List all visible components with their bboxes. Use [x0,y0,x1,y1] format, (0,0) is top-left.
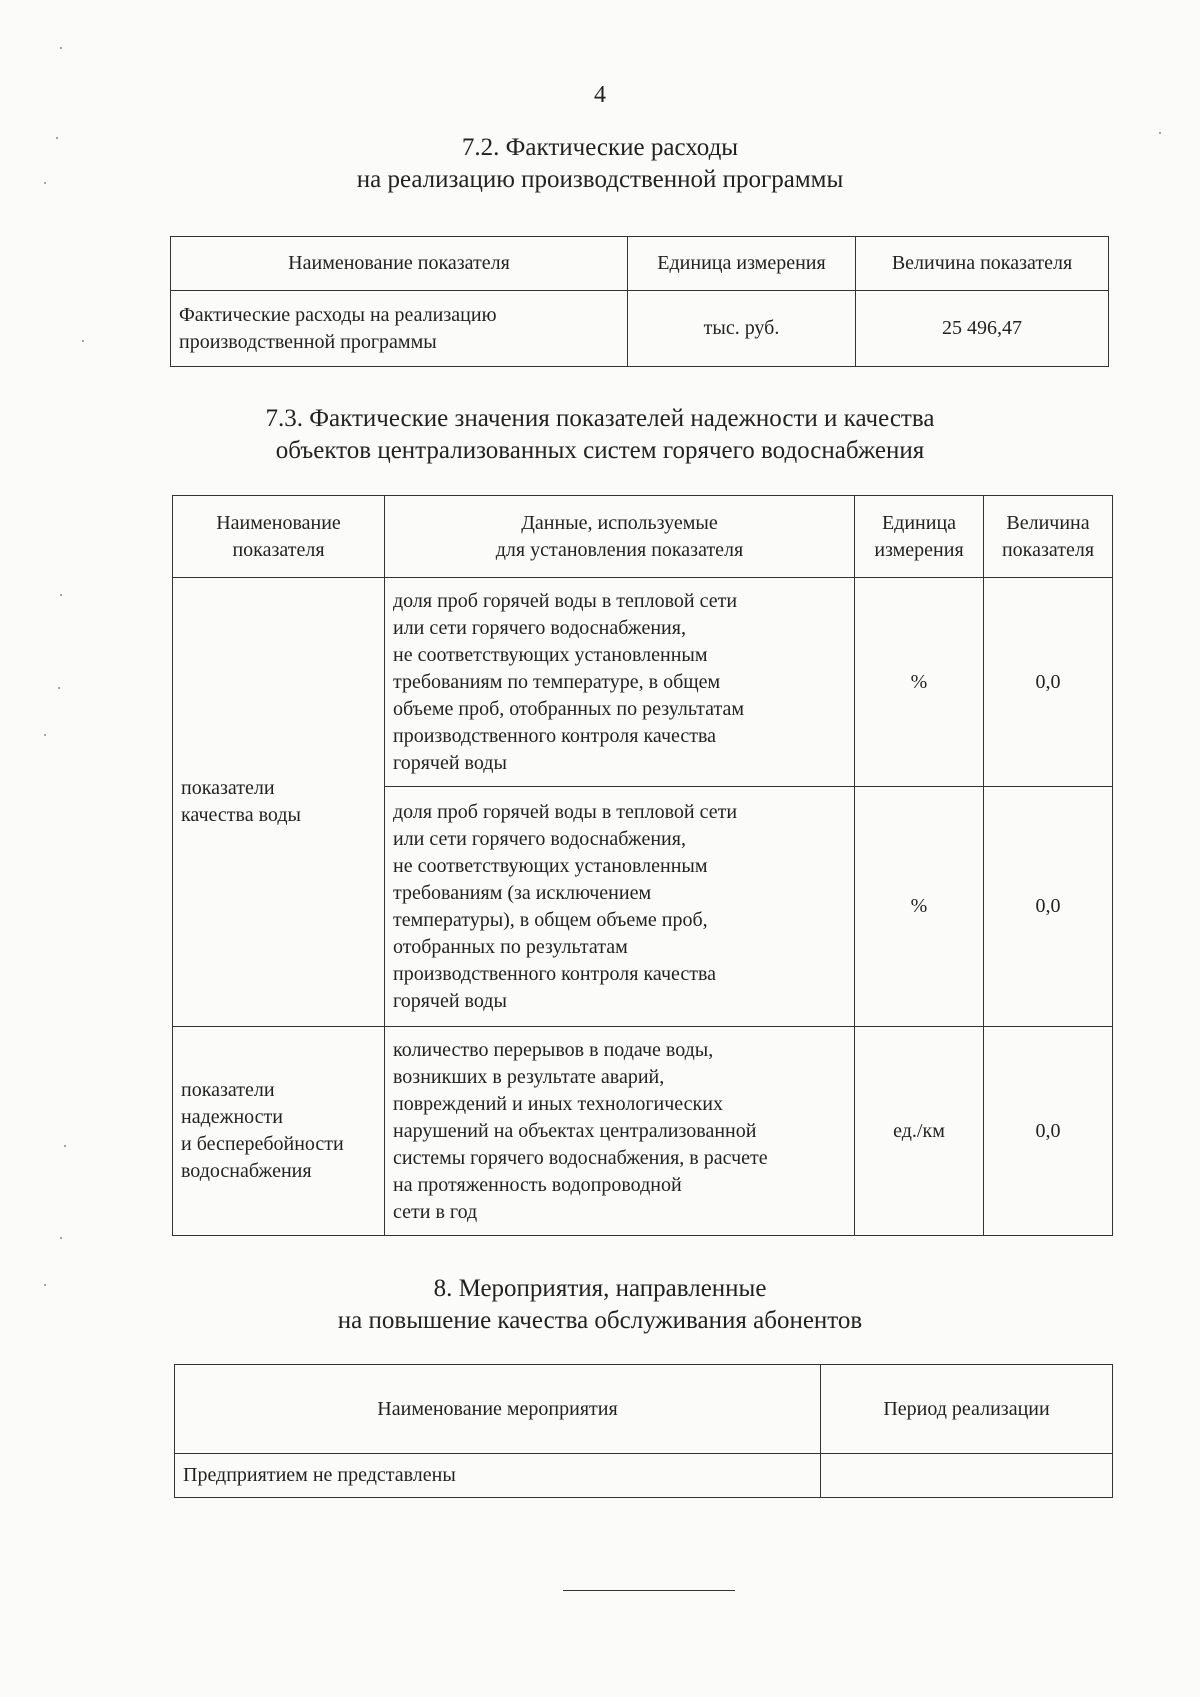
section-7-3-title-line2: объектов централизованных систем горячего водоснабжения [275,437,925,464]
table-7-3-unit-cell: % [855,787,984,1027]
table-7-3-group-name-reliability: показатели надежности и бесперебойности водоснабжения [173,1027,385,1236]
table-7-3-data-cell: доля проб горячей воды в тепловой сети или сети горячего водоснабжения, не соответствующих установленным требованиям (за исключением температуры), в общем объеме проб, отобранных по результатам производственного контроля качества горячей воды [385,787,855,1027]
closing-divider-line [563,1590,735,1591]
table-7-3-header-data: Данные, используемые для установления показателя [385,496,855,578]
section-8-title-line1: 8. Мероприятия, направленные [433,1275,767,1302]
section-7-3-title-line1: 7.3. Фактические значения показателей надежности и качества [265,405,935,432]
table-7-2-header-name: Наименование показателя [171,237,628,291]
table-7-3-header-value: Величина показателя [984,496,1113,578]
scan-speck [44,182,46,184]
section-7-3-title [0,403,1200,467]
table-row [171,291,1109,367]
scan-speck [64,1145,66,1147]
table-8-period-cell [821,1454,1113,1498]
table-7-2-unit-cell: тыс. руб. [628,291,856,367]
table-7-2-name-cell: Фактические расходы на реализацию производственной программы [171,291,628,367]
section-7-2-title-line2: на реализацию производственной программы [356,166,844,193]
section-7-2-title-line1: 7.2. Фактические расходы [461,134,739,161]
table-7-3-data-cell: доля проб горячей воды в тепловой сети или сети горячего водоснабжения, не соответствующих установленным требованиям по температуре, в общем объеме проб, отобранных по результатам производственного контроля качества горячей воды [385,578,855,787]
table-7-3-header-name: Наименование показателя [173,496,385,578]
scan-speck [44,1284,46,1286]
table-7-2-value-cell: 25 496,47 [856,291,1109,367]
table-8 [174,1364,1113,1498]
table-7-3-data-cell: количество перерывов в подаче воды, возникших в результате аварий, повреждений и иных технологических нарушений на объектах централизованной системы горячего водоснабжения, в расчете на протяженность водопроводной сети в год [385,1027,855,1236]
scan-speck [1159,132,1161,134]
scan-speck [56,137,58,139]
table-8-header-name: Наименование мероприятия [175,1365,821,1454]
table-7-2-header-value: Величина показателя [856,237,1109,291]
section-7-2-title [0,132,1200,196]
section-8-title-line2: на повышение качества обслуживания абонентов [337,1307,863,1334]
section-8-title [0,1273,1200,1337]
table-7-3-header-unit: Единица измерения [855,496,984,578]
table-7-3-value-cell: 0,0 [984,1027,1113,1236]
table-7-3-value-cell: 0,0 [984,578,1113,787]
table-7-3-header-row [173,496,1113,578]
table-8-header-period: Период реализации [821,1365,1113,1454]
table-7-2-header-unit: Единица измерения [628,237,856,291]
table-8-header-row [175,1365,1113,1454]
scan-speck [58,687,60,689]
scan-speck [60,47,62,49]
table-7-3-unit-cell: % [855,578,984,787]
table-7-3-unit-cell: ед./км [855,1027,984,1236]
scan-speck [44,734,46,736]
scan-speck [82,340,84,342]
page-number: 4 [594,82,606,108]
table-8-name-cell: Предприятием не представлены [175,1454,821,1498]
table-row [173,578,1113,787]
table-7-2-header-row [171,237,1109,291]
scan-speck [60,1237,62,1239]
table-7-3-value-cell: 0,0 [984,787,1113,1027]
scan-speck [60,594,62,596]
table-row [173,1027,1113,1236]
table-7-2 [170,236,1109,367]
table-7-3-group-name-water-quality: показатели качества воды [173,578,385,1027]
table-row [175,1454,1113,1498]
table-7-3 [172,495,1113,1236]
